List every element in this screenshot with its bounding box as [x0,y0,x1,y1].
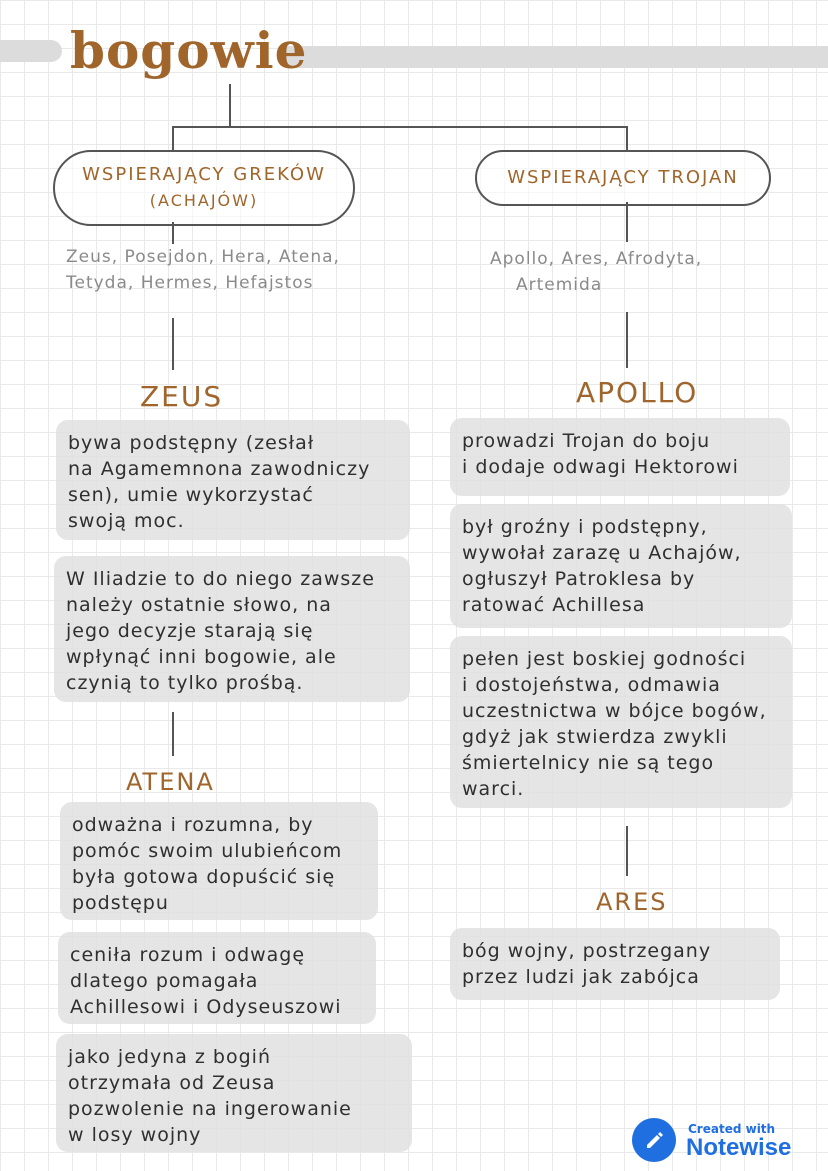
apollo-box-3-line: uczestnictwa w bójce bogów, [462,700,767,722]
atena-box-2-line: dlatego pomagała [70,970,259,992]
apollo-box-3-line: pełen jest boskiej godności [462,648,747,670]
atena-box-2-line: Achillesowi i Odyseuszowi [70,996,342,1018]
atena-box-1 [60,802,378,920]
greeks-gods-line2: Tetyda, Hermes, Hefajstos [66,273,314,293]
zeus-box-2-line: W Iliadzie to do niego zawsze [66,568,375,590]
trojans-gods-list [490,246,702,298]
apollo-box-1-line: i dodaje odwagi Hektorowi [462,456,739,478]
atena-box-2 [58,932,376,1024]
notewise-logo-icon [632,1118,676,1162]
connector-to-ares [626,826,628,876]
connector-left-down [172,126,174,152]
zeus-box-2-line: należy ostatnie słowo, na [66,594,332,616]
trojans-gods-line2: Artemida [516,275,603,295]
apollo-box-3-line: warci. [462,778,525,800]
connector-to-apollo [626,312,628,368]
apollo-box-3-line: i dostojeństwa, odmawia [462,674,721,696]
zeus-box-2-line: jego decyzje starają się [66,620,314,642]
group-trojans-pill [475,150,771,206]
connector-horizontal [172,126,628,128]
zeus-box-2-line: czynią to tylko prośbą. [66,672,304,694]
zeus-heading: ZEUS [140,380,224,413]
apollo-box-2 [450,504,792,628]
zeus-box-1-line: na Agamemnona zawodniczy [68,458,371,480]
pencil-icon [642,1128,666,1152]
atena-box-1-line: pomóc swoim ulubieńcom [72,840,343,862]
connector-to-zeus [172,318,174,370]
atena-box-3-line: pozwolenie na ingerowanie [68,1098,352,1120]
connector-right-down [626,126,628,152]
atena-box-2-line: ceniła rozum i odwagę [70,944,306,966]
ares-box-1 [450,928,780,1000]
zeus-box-1-line: bywa podstępny (zesłał [68,432,315,454]
atena-box-1-line: odważna i rozumna, by [72,814,314,836]
zeus-box-1-line: swoją moc. [68,510,185,532]
atena-box-3-line: w losy wojny [68,1124,202,1146]
zeus-box-2-line: wpłynąć inni bogowie, ale [66,646,337,668]
greeks-gods-line1: Zeus, Posejdon, Hera, Atena, [66,247,340,267]
connector-to-atena [172,712,174,756]
title-bar-right [278,46,828,68]
apollo-box-2-line: ogłuszył Patroklesa by [462,568,696,590]
apollo-box-2-line: był groźny i podstępny, [462,516,708,538]
atena-box-1-line: była gotowa dopuścić się [72,866,336,888]
connector-left-list [172,222,174,244]
atena-box-3 [56,1034,412,1152]
zeus-box-1-line: sen), umie wykorzystać [68,484,314,506]
apollo-box-3-line: gdyż jak stwierdza zwykli [462,726,728,748]
atena-box-3-line: otrzymała od Zeusa [68,1072,276,1094]
greeks-gods-list [66,244,340,296]
group-greeks-line2: (ACHAJÓW) [149,191,259,210]
group-greeks-line1: WSPIERAJĄCY GREKÓW [82,164,326,185]
connector-right-list [626,202,628,242]
created-with-label: Created with [688,1122,776,1136]
atena-heading: ATENA [126,768,215,796]
group-greeks-pill [53,150,355,226]
trojans-gods-line1: Apollo, Ares, Afrodyta, [490,249,703,269]
ares-box-1-line: bóg wojny, postrzegany [462,940,712,962]
apollo-box-3-line: śmiertelnicy nie są tego [462,752,715,774]
ares-heading: ARES [596,888,668,916]
ares-box-1-line: przez ludzi jak zabójca [462,966,700,988]
title-bar-left [0,40,62,62]
notewise-brand: Notewise [686,1134,792,1161]
apollo-box-1 [450,418,790,496]
zeus-box-1 [56,420,410,540]
zeus-box-2 [54,556,410,702]
atena-box-3-line: jako jedyna z bogiń [68,1046,271,1068]
group-trojans-label: WSPIERAJĄCY TROJAN [507,167,739,188]
apollo-box-2-line: ratować Achillesa [462,594,646,616]
apollo-box-2-line: wywołał zarazę u Achajów, [462,542,742,564]
apollo-box-3 [450,636,792,808]
apollo-box-1-line: prowadzi Trojan do boju [462,430,711,452]
atena-box-1-line: podstępu [72,892,169,914]
page-title: bogowie [70,21,308,80]
apollo-heading: APOLLO [576,376,699,409]
connector-title-down [229,84,231,128]
